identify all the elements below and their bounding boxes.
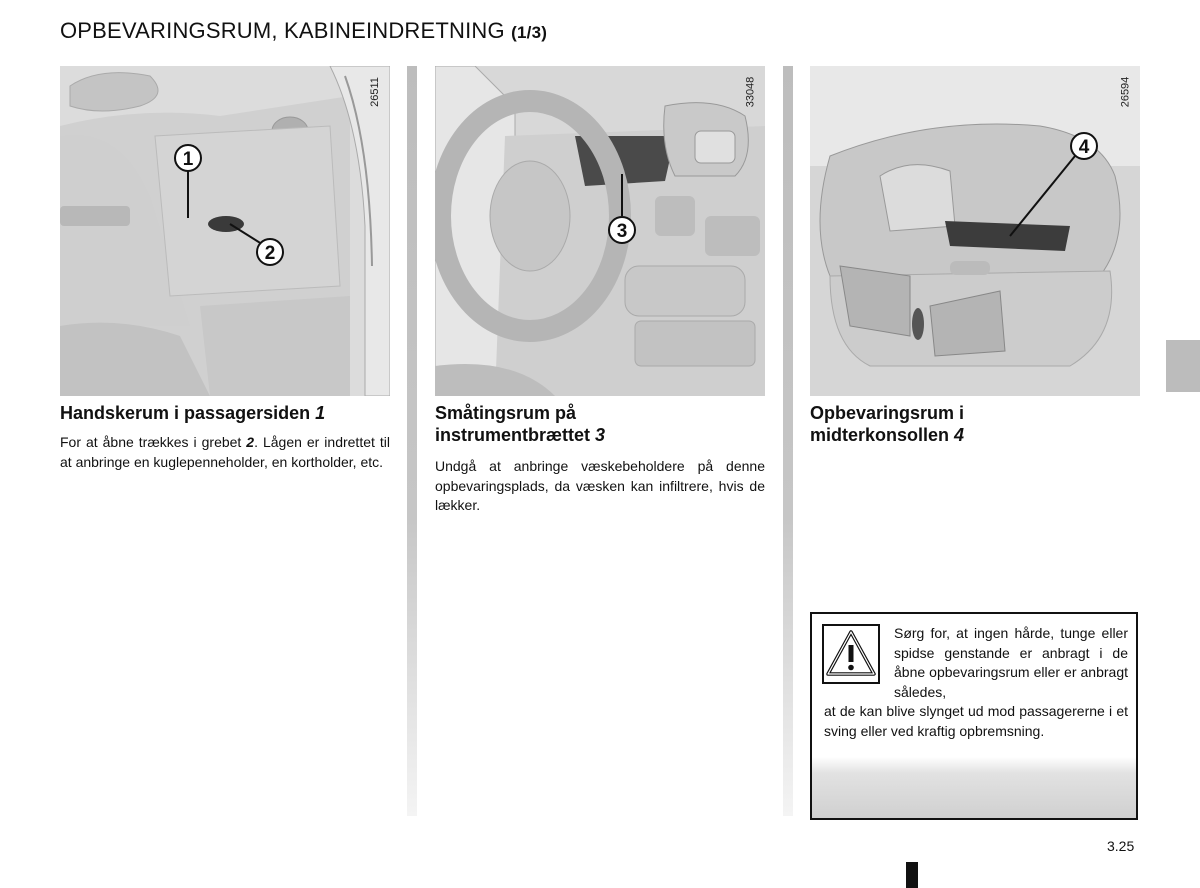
section-title-ref: 4	[954, 425, 965, 445]
warning-box	[810, 612, 1138, 820]
section-text-dashboard-tray: Undgå at anbringe væskebeholdere på denne opbevaringsplads, da væsken kan infiltrere, hvis de lækker.	[435, 458, 765, 513]
page-title	[60, 18, 547, 44]
chapter-tab	[1166, 340, 1200, 392]
callout-1: 1	[182, 149, 194, 170]
figure-glovebox	[60, 66, 390, 396]
figure-code: 33048	[744, 76, 757, 108]
section-text-ref: 2	[246, 434, 255, 450]
callout-2: 2	[264, 243, 276, 264]
page-title-text: OPBEVARINGSRUM, KABINEINDRETNING	[60, 18, 505, 43]
dashboard-illustration	[435, 66, 765, 396]
callout-3: 3	[616, 221, 628, 242]
warning-text-top: Sørg for, at ingen hårde, tunge eller spidse genstande er anbragt i de åbne opbevaringsrum eller er anbragt således,	[894, 625, 1128, 700]
section-title-ref: 1	[315, 403, 326, 423]
console-illustration	[810, 66, 1140, 396]
section-title-dashboard-tray	[435, 402, 765, 446]
column-separator-2	[783, 66, 793, 816]
warning-icon-frame	[822, 624, 880, 684]
section-title-line1: Småtingsrum på	[435, 403, 577, 423]
figure-code: 26511	[368, 77, 381, 107]
section-text-glovebox	[60, 433, 390, 472]
print-mark	[906, 862, 918, 888]
section-text-part2: . Lågen er indrettet til at anbringe en kuglepenneholder, en kortholder, etc.	[60, 434, 390, 470]
callout-4: 4	[1078, 137, 1090, 158]
section-title-line2: midterkonsollen	[810, 425, 950, 445]
section-title-line2: instrumentbrættet	[435, 425, 591, 445]
page-title-suffix: (1/3)	[511, 23, 548, 42]
section-title-glovebox	[60, 402, 390, 424]
section-text-part1: For at åbne trækkes i grebet	[60, 434, 247, 450]
page-number: 3.25	[1107, 838, 1135, 854]
section-title-line1: Opbevaringsrum i	[810, 403, 965, 423]
section-title-text: Handskerum i passagersiden	[60, 403, 311, 423]
column-separator-1	[407, 66, 417, 816]
warning-text-bottom: at de kan blive slynget ud mod passagererne i et sving eller ved kraftig opbremsning.	[824, 703, 1128, 739]
section-title-ref: 3	[595, 425, 606, 445]
section-title-center-console	[810, 402, 1140, 446]
figure-code: 26594	[1119, 76, 1132, 108]
glovebox-illustration	[60, 66, 390, 396]
figure-center-console	[810, 66, 1140, 396]
figure-dashboard-tray	[435, 66, 765, 396]
warning-triangle-icon	[824, 626, 878, 682]
